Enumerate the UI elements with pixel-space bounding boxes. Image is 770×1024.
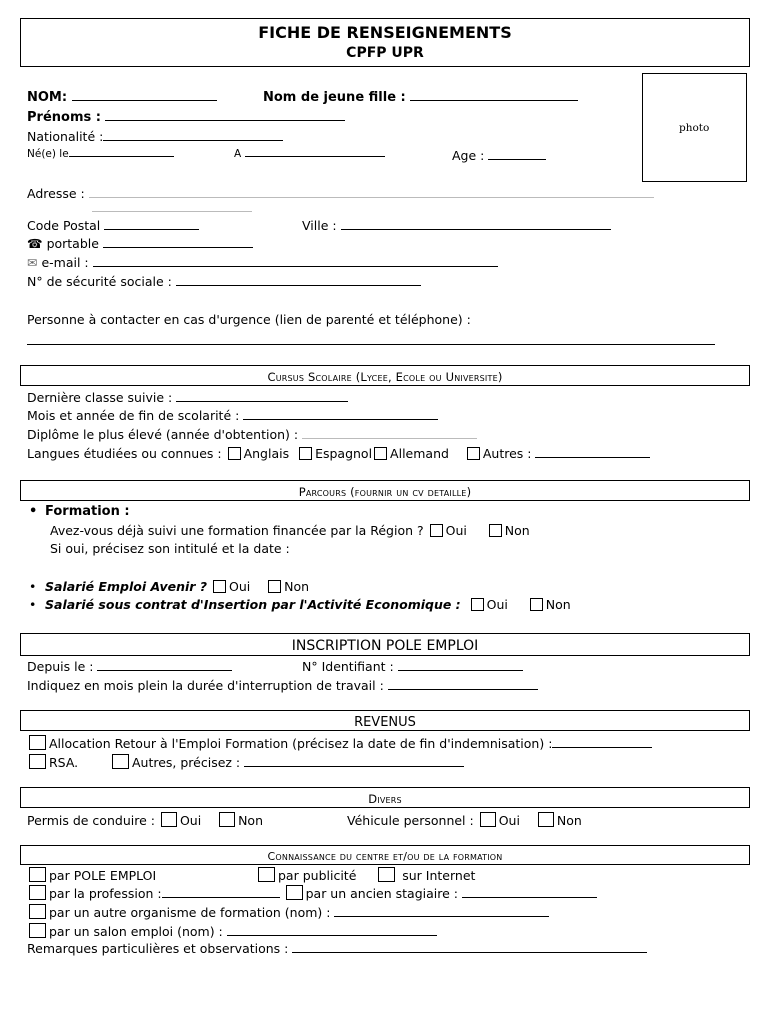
vehicule-oui-checkbox[interactable] xyxy=(480,812,496,827)
vehicule-row xyxy=(347,812,582,828)
salon-checkbox[interactable] xyxy=(29,923,46,938)
insertion-row: • Salarié sous contrat d'Insertion par l'Activité Economique : Oui Non xyxy=(29,597,571,612)
permis-non-checkbox[interactable] xyxy=(219,812,235,827)
are-checkbox[interactable] xyxy=(29,735,46,750)
are-label: Allocation Retour à l'Emploi Formation (précisez la date de fin d'indemnisation) : xyxy=(49,736,553,751)
identifiant-label: N° Identifiant : xyxy=(302,659,394,674)
portable-row xyxy=(27,236,253,251)
espagnol-checkbox[interactable] xyxy=(299,447,312,460)
depuis-field[interactable] xyxy=(97,669,232,671)
formation-question: Avez-vous déjà suivi une formation financée par la Région ? xyxy=(50,523,424,538)
organisme-row xyxy=(27,904,549,920)
ne-le-label: Né(e) le xyxy=(27,148,69,160)
insertion-oui-checkbox[interactable] xyxy=(471,598,484,611)
portable-label: portable xyxy=(46,236,99,251)
interruption-label: Indiquez en mois plein la durée d'interruption de travail : xyxy=(27,678,384,693)
fin-scolarite-field[interactable] xyxy=(243,418,438,420)
vehicule-non-checkbox[interactable] xyxy=(538,812,554,827)
formation-label: Formation : xyxy=(45,504,130,519)
salon-field[interactable] xyxy=(227,934,437,936)
envelope-icon: ✉ xyxy=(27,255,38,270)
connaissance-pole-emploi-row xyxy=(27,867,156,883)
emploi-avenir-oui-checkbox[interactable] xyxy=(213,580,226,593)
code-postal-label: Code Postal xyxy=(27,218,101,233)
derniere-classe-field[interactable] xyxy=(176,400,348,402)
autres-revenus-label: Autres, précisez : xyxy=(131,755,241,770)
emploi-avenir-label: Salarié Emploi Avenir ? xyxy=(45,579,208,594)
urgence-label: Personne à contacter en cas d'urgence (lien de parenté et téléphone) : xyxy=(27,312,471,327)
connaissance-header-box xyxy=(20,845,750,865)
nationalite-row xyxy=(27,129,283,144)
insertion-non-checkbox[interactable] xyxy=(530,598,543,611)
nationalite-label: Nationalité : xyxy=(27,129,104,144)
depuis-label: Depuis le : xyxy=(27,659,94,674)
lieu-row xyxy=(234,148,385,160)
identifiant-row xyxy=(302,659,523,674)
nom-jeune-fille-row xyxy=(263,90,578,105)
allemand-checkbox[interactable] xyxy=(374,447,387,460)
remarques-field[interactable] xyxy=(292,951,647,953)
autres-langue-field[interactable] xyxy=(535,456,650,458)
pole-emploi-header: INSCRIPTION POLE EMPLOI xyxy=(291,638,479,654)
emploi-avenir-oui-label: Oui xyxy=(229,579,251,594)
permis-oui-checkbox[interactable] xyxy=(161,812,177,827)
age-row xyxy=(452,148,546,163)
salon-label: par un salon emploi (nom) : xyxy=(49,924,223,939)
rsa-row xyxy=(27,754,464,770)
formation-oui-checkbox[interactable] xyxy=(430,524,443,537)
langues-row xyxy=(27,446,650,461)
formation-row: • Formation : xyxy=(29,504,130,519)
profession-row xyxy=(27,885,597,901)
email-label: e-mail : xyxy=(41,255,89,270)
cursus-header-box xyxy=(20,365,750,386)
rsa-checkbox[interactable] xyxy=(29,754,46,769)
phone-icon: ☎ xyxy=(27,236,43,251)
emploi-avenir-non-label: Non xyxy=(284,579,310,594)
organisme-field[interactable] xyxy=(334,915,549,917)
vehicule-non-label: Non xyxy=(556,813,582,828)
prenoms-field[interactable] xyxy=(105,119,345,121)
portable-field[interactable] xyxy=(103,246,253,248)
pole-emploi-label: par POLE EMPLOI xyxy=(49,868,157,883)
photo-box[interactable] xyxy=(642,73,747,182)
permis-label: Permis de conduire : xyxy=(27,813,155,828)
espagnol-label: Espagnol xyxy=(315,446,373,461)
ancien-stagiaire-field[interactable] xyxy=(462,896,597,898)
ville-field[interactable] xyxy=(341,228,611,230)
ancien-stagiaire-label: par un ancien stagiaire : xyxy=(305,886,458,901)
ne-le-field[interactable] xyxy=(69,155,174,157)
profession-checkbox[interactable] xyxy=(29,885,46,900)
fin-scolarite-label: Mois et année de fin de scolarité : xyxy=(27,408,240,423)
are-field[interactable] xyxy=(552,746,652,748)
formation-question-row xyxy=(50,523,530,538)
lieu-label: A xyxy=(234,148,242,160)
si-oui-label: Si oui, précisez son intitulé et la date : xyxy=(50,541,290,556)
internet-checkbox[interactable] xyxy=(378,867,395,882)
allemand-label: Allemand xyxy=(390,446,449,461)
adresse-label: Adresse : xyxy=(27,186,85,201)
diplome-label: Diplôme le plus élevé (année d'obtention) : xyxy=(27,427,299,442)
pole-emploi-checkbox[interactable] xyxy=(29,867,46,882)
are-row xyxy=(27,735,652,751)
organisme-label: par un autre organisme de formation (nom) : xyxy=(49,905,331,920)
vehicule-label: Véhicule personnel : xyxy=(347,813,474,828)
langues-label: Langues étudiées ou connues : xyxy=(27,446,222,461)
organisme-checkbox[interactable] xyxy=(29,904,46,919)
email-row xyxy=(27,255,498,270)
remarques-label: Remarques particulières et observations : xyxy=(27,941,289,956)
code-postal-field[interactable] xyxy=(104,228,199,230)
remarques-row xyxy=(27,941,647,956)
profession-field[interactable] xyxy=(162,896,280,898)
parcours-header: Parcours (fournir un cv detaille) xyxy=(298,485,472,499)
secu-field[interactable] xyxy=(176,284,421,286)
nom-jeune-fille-label: Nom de jeune fille : xyxy=(263,90,406,105)
rsa-label: RSA. xyxy=(49,755,79,770)
anglais-label: Anglais xyxy=(243,446,290,461)
ville-label: Ville : xyxy=(302,218,337,233)
form-title-box xyxy=(20,18,750,67)
nom-label: NOM: xyxy=(27,90,68,105)
depuis-row xyxy=(27,659,232,674)
email-field[interactable] xyxy=(93,265,498,267)
age-field[interactable] xyxy=(488,158,546,160)
fin-scolarite-row xyxy=(27,408,438,423)
divers-header-box xyxy=(20,787,750,808)
permis-row xyxy=(27,812,263,828)
ville-row xyxy=(302,218,611,233)
cursus-header: Cursus Scolaire (Lycee, Ecole ou Universite) xyxy=(267,370,503,384)
adresse-field-2[interactable] xyxy=(92,211,252,212)
formation-non-label: Non xyxy=(504,523,530,538)
publicite-label: par publicité xyxy=(278,868,357,883)
nom-jeune-fille-field[interactable] xyxy=(410,99,578,101)
salon-row xyxy=(27,923,437,939)
identifiant-field[interactable] xyxy=(398,669,523,671)
formation-non-checkbox[interactable] xyxy=(489,524,502,537)
revenus-header-box xyxy=(20,710,750,731)
parcours-header-box xyxy=(20,480,750,501)
vehicule-oui-label: Oui xyxy=(498,813,520,828)
autres-revenus-checkbox[interactable] xyxy=(112,754,129,769)
formation-oui-label: Oui xyxy=(445,523,467,538)
prenoms-label: Prénoms : xyxy=(27,110,101,125)
pole-emploi-header-box xyxy=(20,633,750,656)
permis-non-label: Non xyxy=(238,813,263,828)
profession-label: par la profession : xyxy=(49,886,162,901)
adresse-row xyxy=(27,186,654,201)
ancien-stagiaire-checkbox[interactable] xyxy=(286,885,303,900)
derniere-classe-label: Dernière classe suivie : xyxy=(27,390,173,405)
prenoms-row xyxy=(27,110,345,125)
permis-oui-label: Oui xyxy=(179,813,202,828)
insertion-label: Salarié sous contrat d'Insertion par l'Activité Economique : xyxy=(45,597,461,612)
urgence-field[interactable] xyxy=(27,344,715,345)
insertion-non-label: Non xyxy=(545,597,571,612)
emploi-avenir-row: • Salarié Emploi Avenir ? Oui Non xyxy=(29,579,310,594)
connaissance-header: Connaissance du centre et/ou de la formation xyxy=(267,850,503,863)
publicite-checkbox[interactable] xyxy=(258,867,275,882)
nationalite-field[interactable] xyxy=(103,139,283,141)
form-title: FICHE DE RENSEIGNEMENTS xyxy=(258,23,512,42)
adresse-field[interactable] xyxy=(89,196,654,198)
code-postal-row xyxy=(27,218,199,233)
interruption-field[interactable] xyxy=(388,688,538,690)
nom-field[interactable] xyxy=(72,99,217,101)
diplome-row xyxy=(27,427,477,442)
age-label: Age : xyxy=(452,148,485,163)
nom-row xyxy=(27,90,217,105)
publicite-row xyxy=(256,867,475,883)
autres-langue-checkbox[interactable] xyxy=(467,447,480,460)
photo-label: photo xyxy=(679,122,710,134)
emploi-avenir-non-checkbox[interactable] xyxy=(268,580,281,593)
autres-langue-label: Autres : xyxy=(482,446,532,461)
divers-header: Divers xyxy=(368,792,402,806)
internet-label: sur Internet xyxy=(402,868,476,883)
derniere-classe-row xyxy=(27,390,348,405)
diplome-field[interactable] xyxy=(302,437,477,439)
autres-revenus-field[interactable] xyxy=(244,765,464,767)
revenus-header: REVENUS xyxy=(354,715,416,730)
lieu-field[interactable] xyxy=(245,155,385,157)
anglais-checkbox[interactable] xyxy=(228,447,241,460)
secu-row xyxy=(27,274,421,289)
insertion-oui-label: Oui xyxy=(486,597,508,612)
form-subtitle: CPFP UPR xyxy=(346,45,424,61)
secu-label: N° de sécurité sociale : xyxy=(27,274,172,289)
naissance-row xyxy=(27,148,174,160)
interruption-row xyxy=(27,678,538,693)
